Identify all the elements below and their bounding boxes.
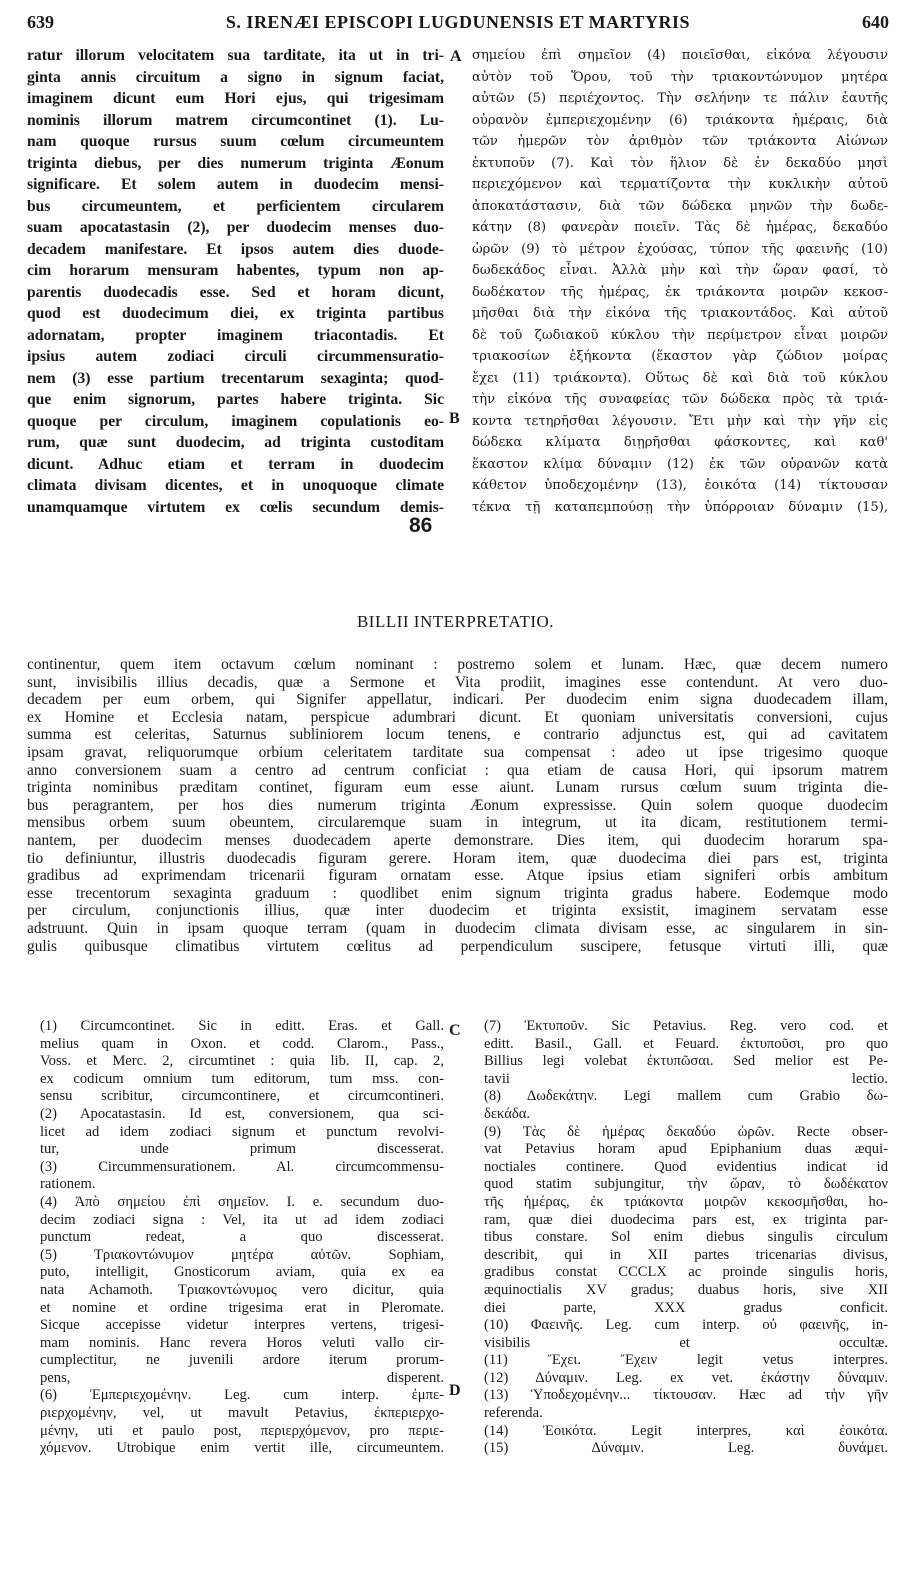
text-line: δωδέκατον τῆς ἡμέρας, ἐκ τριάκοντα μοιρῶν κεκοσ- xyxy=(472,284,888,300)
text-line: diei parte, XXX gradus conficit. xyxy=(484,1299,888,1316)
text-line: quoque per circulum, imaginem copulationis eo- xyxy=(27,412,444,430)
margin-letter-a: A xyxy=(450,48,462,65)
text-line: (7) Ἐκτυποῦν. Sic Petavius. Reg. vero cod. et xyxy=(484,1018,888,1034)
text-line: χόμενον. Utrobique enim vertit ille, circumeuntem. xyxy=(40,1440,444,1457)
latin-text-column xyxy=(27,45,444,518)
text-line: (10) Φαεινῆς. Leg. cum interp. οὐ φαεινῆς, in- xyxy=(484,1317,888,1334)
text-line: (4) Ἀπὸ σημείου ἐπὶ σημεῖον. I. e. secundum duo- xyxy=(40,1193,444,1210)
text-line: tio definiuntur, illustris duodecadis figuram gerere. Horam item, quæ duodecima diei pars est, triginta xyxy=(27,849,888,867)
text-line: describit, qui in XII partes tricenarias divisus, xyxy=(484,1246,888,1263)
text-line: ἔχει (11) τριάκοντα). Οὕτως δὲ καὶ διὰ τοῦ κύκλου xyxy=(472,370,888,386)
text-line: (14) Ἐοικότα. Legit interpres, καὶ ἐοικότα. xyxy=(484,1422,888,1439)
text-line: decadem per eum orbem, qui Signifer appellatur, indicari. Per duodecim enim signa duodecadem illam, xyxy=(27,691,888,709)
text-line: gulis quibusque climatibus virtutem cœlitus ad perpendiculum suscipere, fetusque virtuti illi, quæ xyxy=(27,937,888,955)
text-line: adstruunt. Quin in ipsam quoque terram (quam in duodecim climata divisam esse, ac singularem in sin- xyxy=(27,919,888,937)
text-line: cumplectitur, ne juvenili ardore iterum prorum- xyxy=(40,1352,444,1369)
text-line: ριερχομένην, vel, ut mavult Petavius, ἐκπεριερχο- xyxy=(40,1405,444,1422)
text-line: vat Petavius horam apud Epiphanium duas æqui- xyxy=(484,1141,888,1158)
text-line: suam apocatastasin (2), per duodecim menses duo- xyxy=(27,219,444,236)
text-line: quod statim subjungitur, τὴν ὥραν, τὸ δωδέκατον xyxy=(484,1176,888,1193)
text-line: περιεχόμενον καὶ τερματίζοντα τὴν κυκλικὴν αὐτοῦ xyxy=(472,177,888,192)
text-line: referenda. xyxy=(484,1405,543,1422)
text-line: nem (3) esse partium trecentarum sexaginta; quod- xyxy=(27,369,444,387)
text-line: editt. Basil., Gall. et Feuard. ἐκτυποῦσι, pro quo xyxy=(484,1035,888,1052)
text-line: bus circumeuntem, et perficientem circularem xyxy=(27,197,444,215)
text-line: rationem. xyxy=(40,1176,96,1193)
text-line: adornatam, propter imaginem triacontadis. Et xyxy=(27,326,444,344)
text-line: σημείου ἐπὶ σημεῖον (4) ποιεῖσθαι, εἰκόνα λέγουσιν xyxy=(472,48,888,63)
text-line: sunt, invisibilis illius decadis, quæ a Sermone et Vita prodiit, imagines esse contendunt. At vero duo- xyxy=(27,673,888,691)
text-line: ratur illorum velocitatem sua tarditate, ita ut in tri- xyxy=(27,47,444,64)
text-line: bus peragrantem, per hos dies numerum triginta Æonum expressisse. Quin solem quoque duodecim xyxy=(27,796,888,814)
text-line: continentur, quem item octavum cœlum nominant : postremo solem et lunam. Hæc, quæ decem numero xyxy=(27,656,888,673)
text-line: δωδεκάδος εἶναι. Ἀλλὰ μὴν καὶ τὴν ὥραν φασί, τὸ xyxy=(472,263,888,278)
text-line: ex codicum omnium tum editorum, tum mss. con- xyxy=(40,1070,444,1087)
text-line: quod est duodecimum diei, ex triginta partibus xyxy=(27,305,444,322)
text-line: Sicque accepisse videtur interpres vertens, trigesi- xyxy=(40,1317,444,1334)
text-line: triginta nominibus præditam continet, figuram eum esse aiunt. Lunam rursus cœlum suum triginta die- xyxy=(27,779,888,797)
text-line: (6) Ἐμπεριεχομένην. Leg. cum interp. ἐμπε- xyxy=(40,1387,444,1404)
text-line: nantem, per duodecim menses duodecadem aperte demonstrare. Dies item, qui duodecim horarum spa- xyxy=(27,831,888,849)
text-line: οὐρανὸν ἐμπεριεχομένην (6) τριάκοντα ἡμέραις, διὰ xyxy=(472,112,888,128)
text-line: ἐκτυποῦν (7). Καὶ τὸν ἥλιον δὲ ἐν δεκαδύο μησὶ xyxy=(472,155,888,171)
text-line: que enim signorum, partes habere triginta. Sic xyxy=(27,391,444,408)
text-line: puto, intelligit, Gnosticorum aviam, quia ex ea xyxy=(40,1264,444,1281)
margin-letter-b: B xyxy=(449,410,460,427)
page-number-left: 639 xyxy=(27,12,54,32)
text-line: nam quoque rursus suum cœlum circumeuntem xyxy=(27,133,444,150)
text-line: et nomine et ordine trigesima erat in Pleromate. xyxy=(40,1299,444,1316)
text-line: unamquamque virtutem ex cœlis secundum demis- xyxy=(27,498,444,516)
text-line: δεκάδα. xyxy=(484,1105,531,1122)
text-line: (13) Ὑποδεχομένην... τίκτουσαν. Hæc ad τὴν γῆν xyxy=(484,1387,888,1404)
interpretatio-text xyxy=(27,656,888,955)
text-line: tur, unde primum discesserat. xyxy=(40,1141,444,1158)
text-line: ipsam gravat, reliquorumque orbium celeritatem tarditate sua compensat : adeo ut ipse trigesimo quoque xyxy=(27,743,888,761)
text-line: punctum redeat, a quo discesserat. xyxy=(40,1229,444,1246)
text-line: mam nominis. Hanc revera Horos veluti vallo cir- xyxy=(40,1334,444,1351)
margin-letter-d: D xyxy=(449,1382,461,1399)
text-line: (8) Δωδεκάτην. Legi mallem cum Grabio δω- xyxy=(484,1088,888,1105)
text-line: (5) Τριακοντώνυμον μητέρα αὐτῶν. Sophiam, xyxy=(40,1246,444,1263)
text-line: imaginem dicunt eum Hori ejus, qui trigesimam xyxy=(27,90,444,107)
text-line: gradibus ad exprimendam tricenarii figuram ornatam esse. Atque ipsius etiam signiferi orbis ambitum xyxy=(27,867,888,885)
text-line: (12) Δύναμιν. Leg. ex vet. ἑκάστην δύναμιν. xyxy=(484,1369,888,1386)
text-line: ἕκαστον κλίμα δύναμιν (12) ἐκ τῶν οὐρανῶν κατὰ xyxy=(472,456,888,472)
text-line: nata Achamoth. Τριακοντώνυμος vero dicitur, quia xyxy=(40,1281,444,1298)
text-line: μένην, uti et paulo post, περιερχόμενον, pro περιε- xyxy=(40,1422,444,1439)
text-line: κάθετον ὑποδεχομένην (13), ἐοικότα (14) τίκτουσαν xyxy=(472,478,888,493)
text-line: triginta diebus, per dies numerum triginta Æonum xyxy=(27,154,444,172)
text-line: æquinoctialis XV gradus; duabus horis, sive XII xyxy=(484,1281,888,1298)
margin-letter-c: C xyxy=(449,1022,461,1039)
text-line: summa est celeritas, Saturnus subliniorem locum tenens, e contrario adjunctus est, qui ad cavitatem xyxy=(27,726,888,744)
text-line: melius quam in Oxon. et codd. Clarom., Pass., xyxy=(40,1035,444,1052)
text-line: cim horarum mensuram habentes, typum non ap- xyxy=(27,262,444,279)
margin-page-number: 86 xyxy=(409,514,433,537)
text-line: ram, quæ diei duodecima pars est, ex triginta par- xyxy=(484,1211,888,1228)
text-line: τέκνα τῇ καταπεμπούσῃ τὴν ὑπόρροιαν δύναμιν (15), xyxy=(472,499,888,515)
text-line: ipsius autem zodiaci circuli circummensuratio- xyxy=(27,348,444,365)
text-line: (9) Τὰς δὲ ἡμέρας δεκαδύο ὡρῶν. Recte obser- xyxy=(484,1123,888,1140)
interpretatio-heading: BILLII INTERPRETATIO. xyxy=(356,612,555,631)
text-line: αὐτῶν (5) περιέχοντος. Τὴν σελήνην τε πάλιν ἑαυτῆς xyxy=(472,91,888,106)
text-line: sensu scribitur, circumcontinere, et circumcontineri. xyxy=(40,1088,444,1105)
text-line: (15) Δύναμιν. Leg. δυνάμει. xyxy=(484,1440,888,1457)
text-line: μῆσθαι διὰ τὴν εἰκόνα τῆς τριακοντάδος. Καὶ αὐτοῦ xyxy=(472,306,888,321)
text-line: Voss. et Merc. 2, circumtinet : quia lib. II, cap. 2, xyxy=(40,1053,444,1070)
text-line: δώδεκα κλίματα διῃρῆσθαι φάσκοντες, καὶ καθ' xyxy=(472,435,888,450)
text-line: (11) Ἔχει. Ἔχειν legit vetus interpres. xyxy=(484,1352,888,1369)
text-line: ὡρῶν (9) τὸ μέτρον ἐχούσας, τύπον τῆς φαεινῆς (10) xyxy=(472,241,888,257)
text-line: (2) Apocatastasin. Id est, conversionem, qua sci- xyxy=(40,1105,444,1122)
text-line: τῶν ἡμερῶν τὸν ἀριθμὸν τῶν τριάκοντα Αἰώνων xyxy=(472,134,888,149)
text-line: (3) Circummensurationem. Al. circumcommensu- xyxy=(40,1158,444,1175)
text-line: significare. Et solem autem in duodecim mensi- xyxy=(27,176,444,193)
text-line: κοντα τετηρῆσθαι λέγουσιν. Ἔτι μὴν καὶ τὴν γῆν εἰς xyxy=(472,413,888,429)
text-line: esse trecentorum sexaginta graduum : quodlibet enim signum triginta gradus habere. Eodemque modo xyxy=(27,884,888,902)
greek-text-column xyxy=(472,45,888,518)
text-line: δὲ τοῦ ζωδιακοῦ κύκλου τὴν περίμετρον εἶναι μοιρῶν xyxy=(472,327,888,343)
text-line: tavii lectio. xyxy=(484,1070,888,1087)
page-header xyxy=(27,12,889,38)
text-line: dicunt. Adhuc etiam et terram in duodecim xyxy=(27,455,444,473)
text-line: pens, disperent. xyxy=(40,1369,444,1386)
text-line: mensibus orbem suum obeuntem, circularemque suam in integrum, ut ita dicam, restitutionem termi- xyxy=(27,814,888,832)
text-line: climata divisam dicentes, et in unoquoque climate xyxy=(27,477,444,494)
text-line: noctiales continere. Quod evidentius indicat id xyxy=(484,1158,888,1175)
text-line: licet ad idem zodiaci signum et punctum revolvi- xyxy=(40,1123,444,1140)
text-line: nominis illorum matrem circumcontinet (1). Lu- xyxy=(27,111,444,129)
text-line: decim zodiaci signa : Vel, ita ut ad idem zodiaci xyxy=(40,1211,444,1228)
text-line: visibilis et occultæ. xyxy=(484,1334,888,1351)
text-line: τῆς ἡμέρας, ἐκ τριάκοντα μοιρῶν κεκοσμῆσθαι, ho- xyxy=(484,1193,888,1210)
text-line: τὴν εἰκόνα τῆς συναφείας τῶν δώδεκα πρὸς τὰ τριά- xyxy=(472,392,888,407)
text-line: ginta annis circuitum a signo in signum faciat, xyxy=(27,68,444,86)
text-line: per circulum, conjunctionis illius, quæ inter duodecim et triginta exsistit, imaginem servatam esse xyxy=(27,902,888,920)
text-line: gradibus constat CCCLX ac proinde singulis horis, xyxy=(484,1264,888,1281)
text-line: (1) Circumcontinet. Sic in editt. Eras. et Gall. xyxy=(40,1018,444,1034)
text-line: Billius legi volebat ἐκτυπῶσαι. Sed melior est Pe- xyxy=(484,1053,888,1070)
text-line: τριακοσίων ἑξήκοντα (ἕκαστον γὰρ ζώδιον μοίρας xyxy=(472,349,888,364)
footnotes-left-column xyxy=(40,1018,444,1458)
text-line: decadem manifestare. Et ipsos autem dies duode- xyxy=(27,240,444,258)
text-line: ἀποκατάστασιν, διὰ τῶν δώδεκα μηνῶν τὴν δωδε- xyxy=(472,198,888,214)
text-line: anno conversionem suam a centro ad centrum conficiat : qua etiam de causa Hori, qui ipsorum matrem xyxy=(27,761,888,779)
text-line: ex Homine et Ecclesia natam, perspicue adumbrari dicunt. Et quoniam universitatis conversioni, cujus xyxy=(27,708,888,726)
text-line: κάτην (8) φανερὰν ποιεῖν. Τὰς δὲ ἡμέρας, δεκαδύο xyxy=(472,220,888,235)
footnotes-right-column xyxy=(484,1018,888,1458)
text-line: αὐτὸν τοῦ Ὅρου, τοῦ τὴν τριακοντώνυμον μητέρα xyxy=(472,69,888,85)
text-line: parentis duodecadis esse. Sed et horam dicunt, xyxy=(27,283,444,301)
running-title: S. IRENÆI EPISCOPI LUGDUNENSIS ET MARTYRIS xyxy=(225,12,691,32)
page-number-right: 640 xyxy=(862,12,889,32)
text-line: tibus constare. Sol enim diebus singulis circulum xyxy=(484,1229,888,1246)
text-line: rum, quæ sunt duodecim, ad triginta custoditam xyxy=(27,434,444,451)
